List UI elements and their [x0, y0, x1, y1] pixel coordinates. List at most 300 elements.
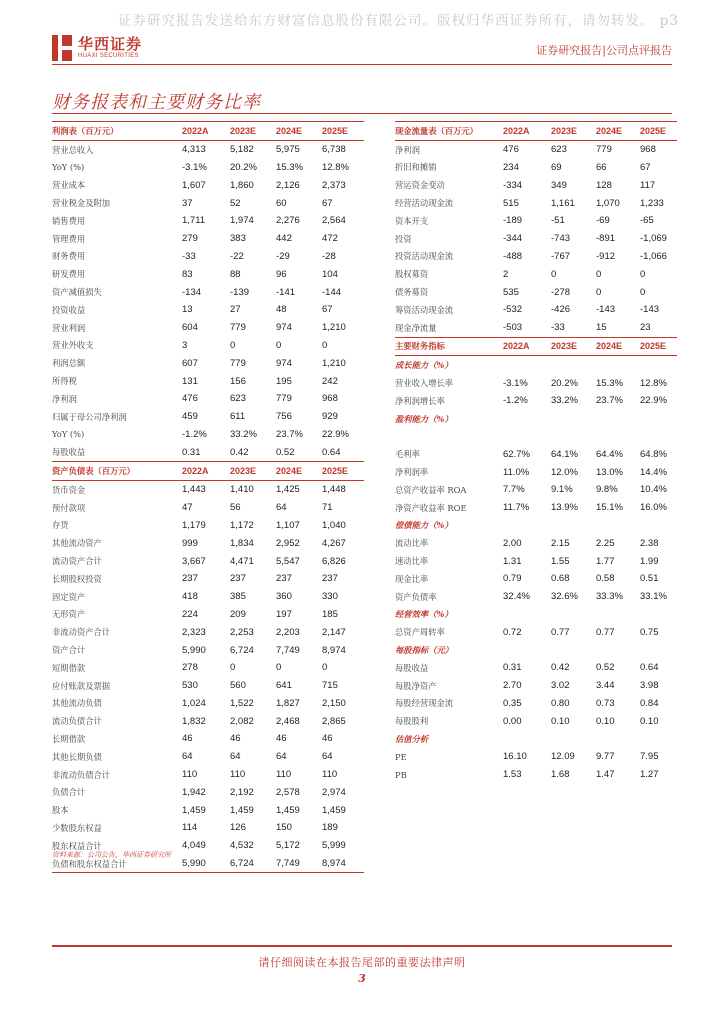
value-cell: 33.1% [640, 591, 667, 603]
value-cell: 2,564 [322, 215, 346, 227]
value-cell: 27 [230, 304, 241, 316]
value-cell: 1,834 [230, 537, 254, 549]
table-row [52, 730, 364, 748]
value-cell: 974 [276, 357, 292, 369]
value-cell: 64.1% [551, 448, 578, 460]
table-row [395, 265, 677, 283]
value-cell: 4,471 [230, 555, 254, 567]
value-cell: 5,999 [322, 840, 346, 852]
value-cell: 0.80 [551, 697, 570, 709]
table-row [395, 623, 677, 641]
value-cell: 224 [182, 608, 198, 620]
value-cell: 560 [230, 680, 246, 692]
year-header-cell: 2025E [640, 122, 677, 141]
row-label: 净利润 [395, 144, 420, 155]
row-label: 资产合计 [52, 645, 86, 655]
value-cell: 2.25 [596, 537, 615, 549]
value-cell: 349 [551, 179, 567, 191]
value-cell: 0.73 [596, 697, 615, 709]
value-cell: 1,459 [276, 804, 300, 816]
table-row [395, 552, 677, 570]
value-cell: 234 [503, 161, 519, 173]
row-label: 每股经营现金流 [395, 698, 454, 709]
value-cell: 715 [322, 680, 338, 692]
company-logo [52, 34, 142, 62]
table-row [52, 712, 364, 730]
value-cell: 1.99 [640, 555, 659, 567]
value-cell: 131 [182, 375, 198, 387]
value-cell: 110 [322, 769, 338, 781]
row-label: 销售费用 [52, 215, 86, 226]
value-cell: 1,942 [182, 786, 206, 798]
value-cell: 0.75 [640, 626, 659, 638]
value-cell: -743 [551, 233, 571, 245]
value-cell: 13.0% [596, 466, 623, 478]
value-cell: 209 [230, 608, 246, 620]
value-cell: 10.4% [640, 484, 667, 496]
value-cell: 968 [640, 144, 656, 156]
value-cell: 67 [640, 161, 651, 173]
value-cell: -22 [230, 250, 244, 262]
value-cell: 0.77 [596, 626, 615, 638]
value-cell: 0.10 [640, 715, 659, 727]
row-label: 资产负债率 [395, 591, 437, 602]
value-cell: 156 [230, 375, 246, 387]
table-section-row [395, 410, 677, 428]
row-label: 股本 [52, 805, 69, 816]
row-label: 长期借款 [52, 733, 86, 744]
year-header-cell: 2024E [596, 122, 640, 141]
row-label: 其他流动负债 [52, 698, 102, 709]
value-cell: 150 [276, 822, 292, 834]
value-cell [596, 410, 640, 428]
value-cell: 0 [596, 268, 602, 280]
value-cell: -33 [182, 250, 196, 262]
table-row [52, 623, 364, 641]
row-label: 预付款项 [52, 502, 86, 513]
table-row [395, 588, 677, 606]
value-cell: 110 [230, 769, 246, 781]
value-cell: -503 [503, 322, 523, 334]
row-label: 营业税金及附加 [52, 198, 111, 209]
value-cell: 71 [322, 502, 333, 514]
table-row [52, 319, 364, 337]
table-row [52, 659, 364, 677]
value-cell: 2,865 [322, 715, 346, 727]
value-cell: -141 [276, 286, 296, 298]
row-label [395, 428, 503, 446]
row-label: 经营活动现金流 [395, 198, 454, 209]
value-cell: 4,267 [322, 537, 346, 549]
value-cell: -488 [503, 250, 523, 262]
table-row [52, 695, 364, 713]
row-label: 净利润率 [395, 467, 429, 478]
table-section-row [395, 517, 677, 535]
value-cell: 5,990 [182, 644, 206, 656]
value-cell: 8,974 [322, 855, 364, 873]
table-row [52, 248, 364, 266]
value-cell: 0 [596, 286, 602, 298]
row-label: 短期借款 [52, 662, 86, 673]
value-cell: 1,233 [640, 197, 664, 209]
row-label: 非流动负债合计 [52, 769, 111, 780]
table-row [395, 176, 677, 194]
value-cell: 197 [276, 608, 292, 620]
value-cell: 4,532 [230, 840, 254, 852]
value-cell: 530 [182, 680, 198, 692]
table-row [395, 481, 677, 499]
table-row [395, 499, 677, 517]
row-label: 归属于母公司净利润 [52, 411, 127, 422]
row-label: 研发费用 [52, 269, 86, 280]
value-cell: 3,667 [182, 555, 206, 567]
value-cell: 16.0% [640, 502, 667, 514]
year-header-cell: 2023E [551, 337, 596, 356]
row-label: 其他长期负债 [52, 751, 102, 762]
value-cell: 418 [182, 591, 198, 603]
row-label: 营运资金变动 [395, 180, 445, 191]
value-cell [551, 517, 596, 535]
value-cell: 2.15 [551, 537, 570, 549]
value-cell: 11.7% [503, 502, 530, 514]
value-cell: 0.84 [640, 697, 659, 709]
value-cell: 9.1% [551, 484, 573, 496]
value-cell: -29 [276, 250, 290, 262]
value-cell: -143 [596, 304, 616, 316]
table-section-row [395, 730, 677, 748]
row-label: 流动资产合计 [52, 556, 102, 567]
value-cell: 0.64 [322, 446, 341, 458]
value-cell: 6,724 [230, 644, 254, 656]
row-label: 其他流动资产 [52, 538, 102, 549]
value-cell: 604 [182, 322, 198, 334]
table-row [395, 159, 677, 177]
row-label: 营业外收支 [52, 340, 94, 351]
value-cell: 64.4% [596, 448, 623, 460]
row-label: 毛利率 [395, 449, 420, 460]
row-label: 现金比率 [395, 573, 429, 584]
value-cell: 779 [276, 393, 292, 405]
value-cell [596, 730, 640, 748]
value-cell: 0 [276, 339, 282, 351]
row-label: 无形资产 [52, 609, 86, 620]
value-cell [596, 606, 640, 624]
value-cell: 1,443 [182, 484, 206, 496]
value-cell: 242 [322, 375, 338, 387]
table-row [52, 230, 364, 248]
row-label: 总资产收益率 ROA [395, 484, 467, 495]
table-row [52, 641, 364, 659]
value-cell [503, 428, 551, 446]
row-label: 长期股权投资 [52, 573, 102, 584]
data-source-note: 资料来源：公司公告，华西证券研究所 [52, 851, 171, 859]
year-header-cell: 2022A [503, 337, 551, 356]
value-cell: 33.2% [551, 395, 578, 407]
table-row [395, 140, 677, 158]
value-cell: 22.9% [322, 428, 349, 440]
table-row [52, 480, 364, 498]
table-row [52, 372, 364, 390]
value-cell: 237 [276, 573, 292, 585]
value-cell: -3.1% [182, 161, 207, 173]
value-cell: 64 [276, 502, 287, 514]
value-cell: 779 [230, 322, 246, 334]
value-cell: 442 [276, 233, 292, 245]
row-label: 资产负债表（百万元） [52, 462, 182, 481]
value-cell: 2.70 [503, 680, 522, 692]
value-cell [596, 428, 640, 446]
value-cell: 104 [322, 268, 338, 280]
value-cell: 3 [182, 339, 188, 351]
value-cell: -33 [551, 322, 565, 334]
value-cell: 11.0% [503, 466, 530, 478]
row-label: 流动负债合计 [52, 716, 102, 727]
value-cell: 974 [276, 322, 292, 334]
value-cell: 968 [322, 393, 338, 405]
value-cell: 64 [182, 751, 193, 763]
value-cell: 623 [230, 393, 246, 405]
value-cell: 110 [276, 769, 292, 781]
value-cell: 64 [322, 751, 333, 763]
value-cell: -143 [640, 304, 660, 316]
value-cell: 5,990 [182, 855, 230, 873]
row-label: 估值分析 [395, 733, 429, 744]
value-cell: 12.8% [640, 377, 667, 389]
table-row [52, 748, 364, 766]
value-cell: 0.31 [503, 662, 522, 674]
value-cell: 0.72 [503, 626, 522, 638]
value-cell: 3.44 [596, 680, 615, 692]
value-cell: 12.09 [551, 751, 575, 763]
value-cell: 33.2% [230, 428, 257, 440]
title-divider [52, 113, 672, 114]
value-cell [596, 356, 640, 374]
value-cell: -144 [322, 286, 342, 298]
value-cell: 1,410 [230, 484, 254, 496]
value-cell: 535 [503, 286, 519, 298]
table-row [395, 428, 677, 446]
table-row [52, 517, 364, 535]
table-row [52, 354, 364, 372]
year-header-cell: 2025E [322, 122, 364, 141]
value-cell: 0.58 [596, 573, 615, 585]
value-cell: 1,107 [276, 519, 300, 531]
value-cell: 0.42 [551, 662, 570, 674]
table-row [52, 301, 364, 319]
row-label: 每股收益 [52, 447, 86, 458]
value-cell: 32.6% [551, 591, 578, 603]
value-cell: 66 [596, 161, 607, 173]
value-cell [596, 641, 640, 659]
value-cell: 2,276 [276, 215, 300, 227]
report-type-label: 证券研究报告|公司点评报告 [536, 44, 672, 57]
row-label: 利润表（百万元） [52, 122, 182, 141]
value-cell: 1,827 [276, 697, 300, 709]
value-cell: 46 [230, 733, 241, 745]
table-row [52, 588, 364, 606]
value-cell: 0.64 [640, 662, 659, 674]
header-divider [52, 64, 672, 65]
value-cell: 3.98 [640, 680, 659, 692]
value-cell [551, 410, 596, 428]
table-row [395, 194, 677, 212]
table-header-row [395, 337, 677, 356]
table-header-row [52, 462, 364, 481]
value-cell [551, 356, 596, 374]
value-cell: 15 [596, 322, 607, 334]
logo-name-en: HUAXI SECURITIES [78, 53, 139, 59]
value-cell: 0.79 [503, 573, 522, 585]
value-cell: 4,313 [182, 144, 206, 156]
value-cell: 8,974 [322, 644, 346, 656]
value-cell: 779 [596, 144, 612, 156]
value-cell: 330 [322, 591, 338, 603]
value-cell [640, 517, 677, 535]
row-label: 流动比率 [395, 538, 429, 549]
value-cell [551, 428, 596, 446]
value-cell: 64.8% [640, 448, 667, 460]
table-row [52, 283, 364, 301]
value-cell: 12.8% [322, 161, 349, 173]
table-row [52, 176, 364, 194]
value-cell: 779 [230, 357, 246, 369]
value-cell: 128 [596, 179, 612, 191]
value-cell: 96 [276, 268, 287, 280]
value-cell [503, 641, 551, 659]
table-row [52, 499, 364, 517]
row-label: 管理费用 [52, 233, 86, 244]
value-cell: -532 [503, 304, 523, 316]
row-label: 少数股东权益 [52, 822, 102, 833]
value-cell: -1.2% [182, 428, 207, 440]
value-cell: 476 [503, 144, 519, 156]
year-header-cell: 2022A [182, 462, 230, 481]
value-cell: 2,974 [322, 786, 346, 798]
value-cell [503, 730, 551, 748]
row-label: 资产减值损失 [52, 287, 102, 298]
value-cell [640, 641, 677, 659]
row-label: 折旧和摊销 [395, 162, 437, 173]
value-cell: 20.2% [551, 377, 578, 389]
row-label: 速动比率 [395, 556, 429, 567]
value-cell: 33.3% [596, 591, 623, 603]
row-label: 净利润增长率 [395, 395, 445, 406]
value-cell: 5,547 [276, 555, 300, 567]
value-cell: 0.10 [551, 715, 570, 727]
value-cell: 0 [640, 268, 646, 280]
cashflow-ratio-table [395, 121, 677, 783]
value-cell: 6,738 [322, 144, 346, 156]
value-cell: 15.3% [596, 377, 623, 389]
value-cell: 0 [322, 339, 328, 351]
row-label: 每股收益 [395, 662, 429, 673]
row-label: 每股股利 [395, 716, 429, 727]
value-cell [551, 641, 596, 659]
table-row [395, 659, 677, 677]
value-cell: 4,049 [182, 840, 206, 852]
value-cell: 64 [276, 751, 287, 763]
table-row [52, 337, 364, 355]
row-label: 所得税 [52, 376, 77, 387]
value-cell: 2,468 [276, 715, 300, 727]
value-cell: 23.7% [596, 395, 623, 407]
row-label: 经营效率（%） [395, 609, 453, 620]
row-label: 每股净资产 [395, 680, 437, 691]
value-cell [640, 410, 677, 428]
row-label: 股权募资 [395, 269, 429, 280]
table-row [52, 194, 364, 212]
value-cell: 117 [640, 179, 656, 191]
section-title: 财务报表和主要财务比率 [52, 92, 261, 113]
year-header-cell: 2023E [551, 122, 596, 141]
table-row [52, 159, 364, 177]
value-cell: 3.02 [551, 680, 570, 692]
value-cell: 1,024 [182, 697, 206, 709]
logo-name-cn: 华西证券 [78, 35, 143, 53]
value-cell: 1,172 [230, 519, 254, 531]
value-cell: 1,860 [230, 179, 254, 191]
year-header-cell: 2023E [230, 122, 276, 141]
page-number: 3 [358, 972, 366, 985]
value-cell [596, 517, 640, 535]
row-label: 营业利润 [52, 322, 86, 333]
value-cell: 0.77 [551, 626, 570, 638]
value-cell: 1,832 [182, 715, 206, 727]
table-section-row [395, 606, 677, 624]
row-label: 负债和股东权益合计 [52, 855, 182, 873]
value-cell: 1,607 [182, 179, 206, 191]
table-row [52, 140, 364, 158]
value-cell: 47 [182, 502, 193, 514]
value-cell: 13 [182, 304, 193, 316]
value-cell: -69 [596, 215, 610, 227]
row-label: 货币资金 [52, 484, 86, 495]
value-cell: 1,974 [230, 215, 254, 227]
row-label: 债务募资 [395, 287, 429, 298]
row-label: 净资产收益率 ROE [395, 502, 467, 513]
value-cell: 2,952 [276, 537, 300, 549]
value-cell: 5,172 [276, 840, 300, 852]
table-row [395, 677, 677, 695]
row-label: 营业总收入 [52, 144, 94, 155]
table-header-row [395, 122, 677, 141]
value-cell: -139 [230, 286, 250, 298]
value-cell: 7.95 [640, 751, 659, 763]
value-cell: 46 [322, 733, 333, 745]
table-row [52, 443, 364, 461]
value-cell: 23 [640, 322, 651, 334]
table-row [395, 248, 677, 266]
value-cell: -1.2% [503, 395, 528, 407]
row-label: PB [395, 769, 407, 780]
value-cell: 9.77 [596, 751, 615, 763]
value-cell: 5,182 [230, 144, 254, 156]
value-cell: 1,459 [322, 804, 346, 816]
row-label: 应付账款及票据 [52, 680, 111, 691]
row-label: 投资 [395, 233, 412, 244]
value-cell: -51 [551, 215, 565, 227]
value-cell: 16.10 [503, 751, 527, 763]
table-row [52, 408, 364, 426]
value-cell: 0.35 [503, 697, 522, 709]
logo-mark-icon [52, 35, 72, 61]
value-cell: 1,448 [322, 484, 346, 496]
value-cell: 0 [551, 268, 557, 280]
value-cell [640, 356, 677, 374]
value-cell: 88 [230, 268, 241, 280]
value-cell: 2 [503, 268, 509, 280]
value-cell: 2.00 [503, 537, 522, 549]
